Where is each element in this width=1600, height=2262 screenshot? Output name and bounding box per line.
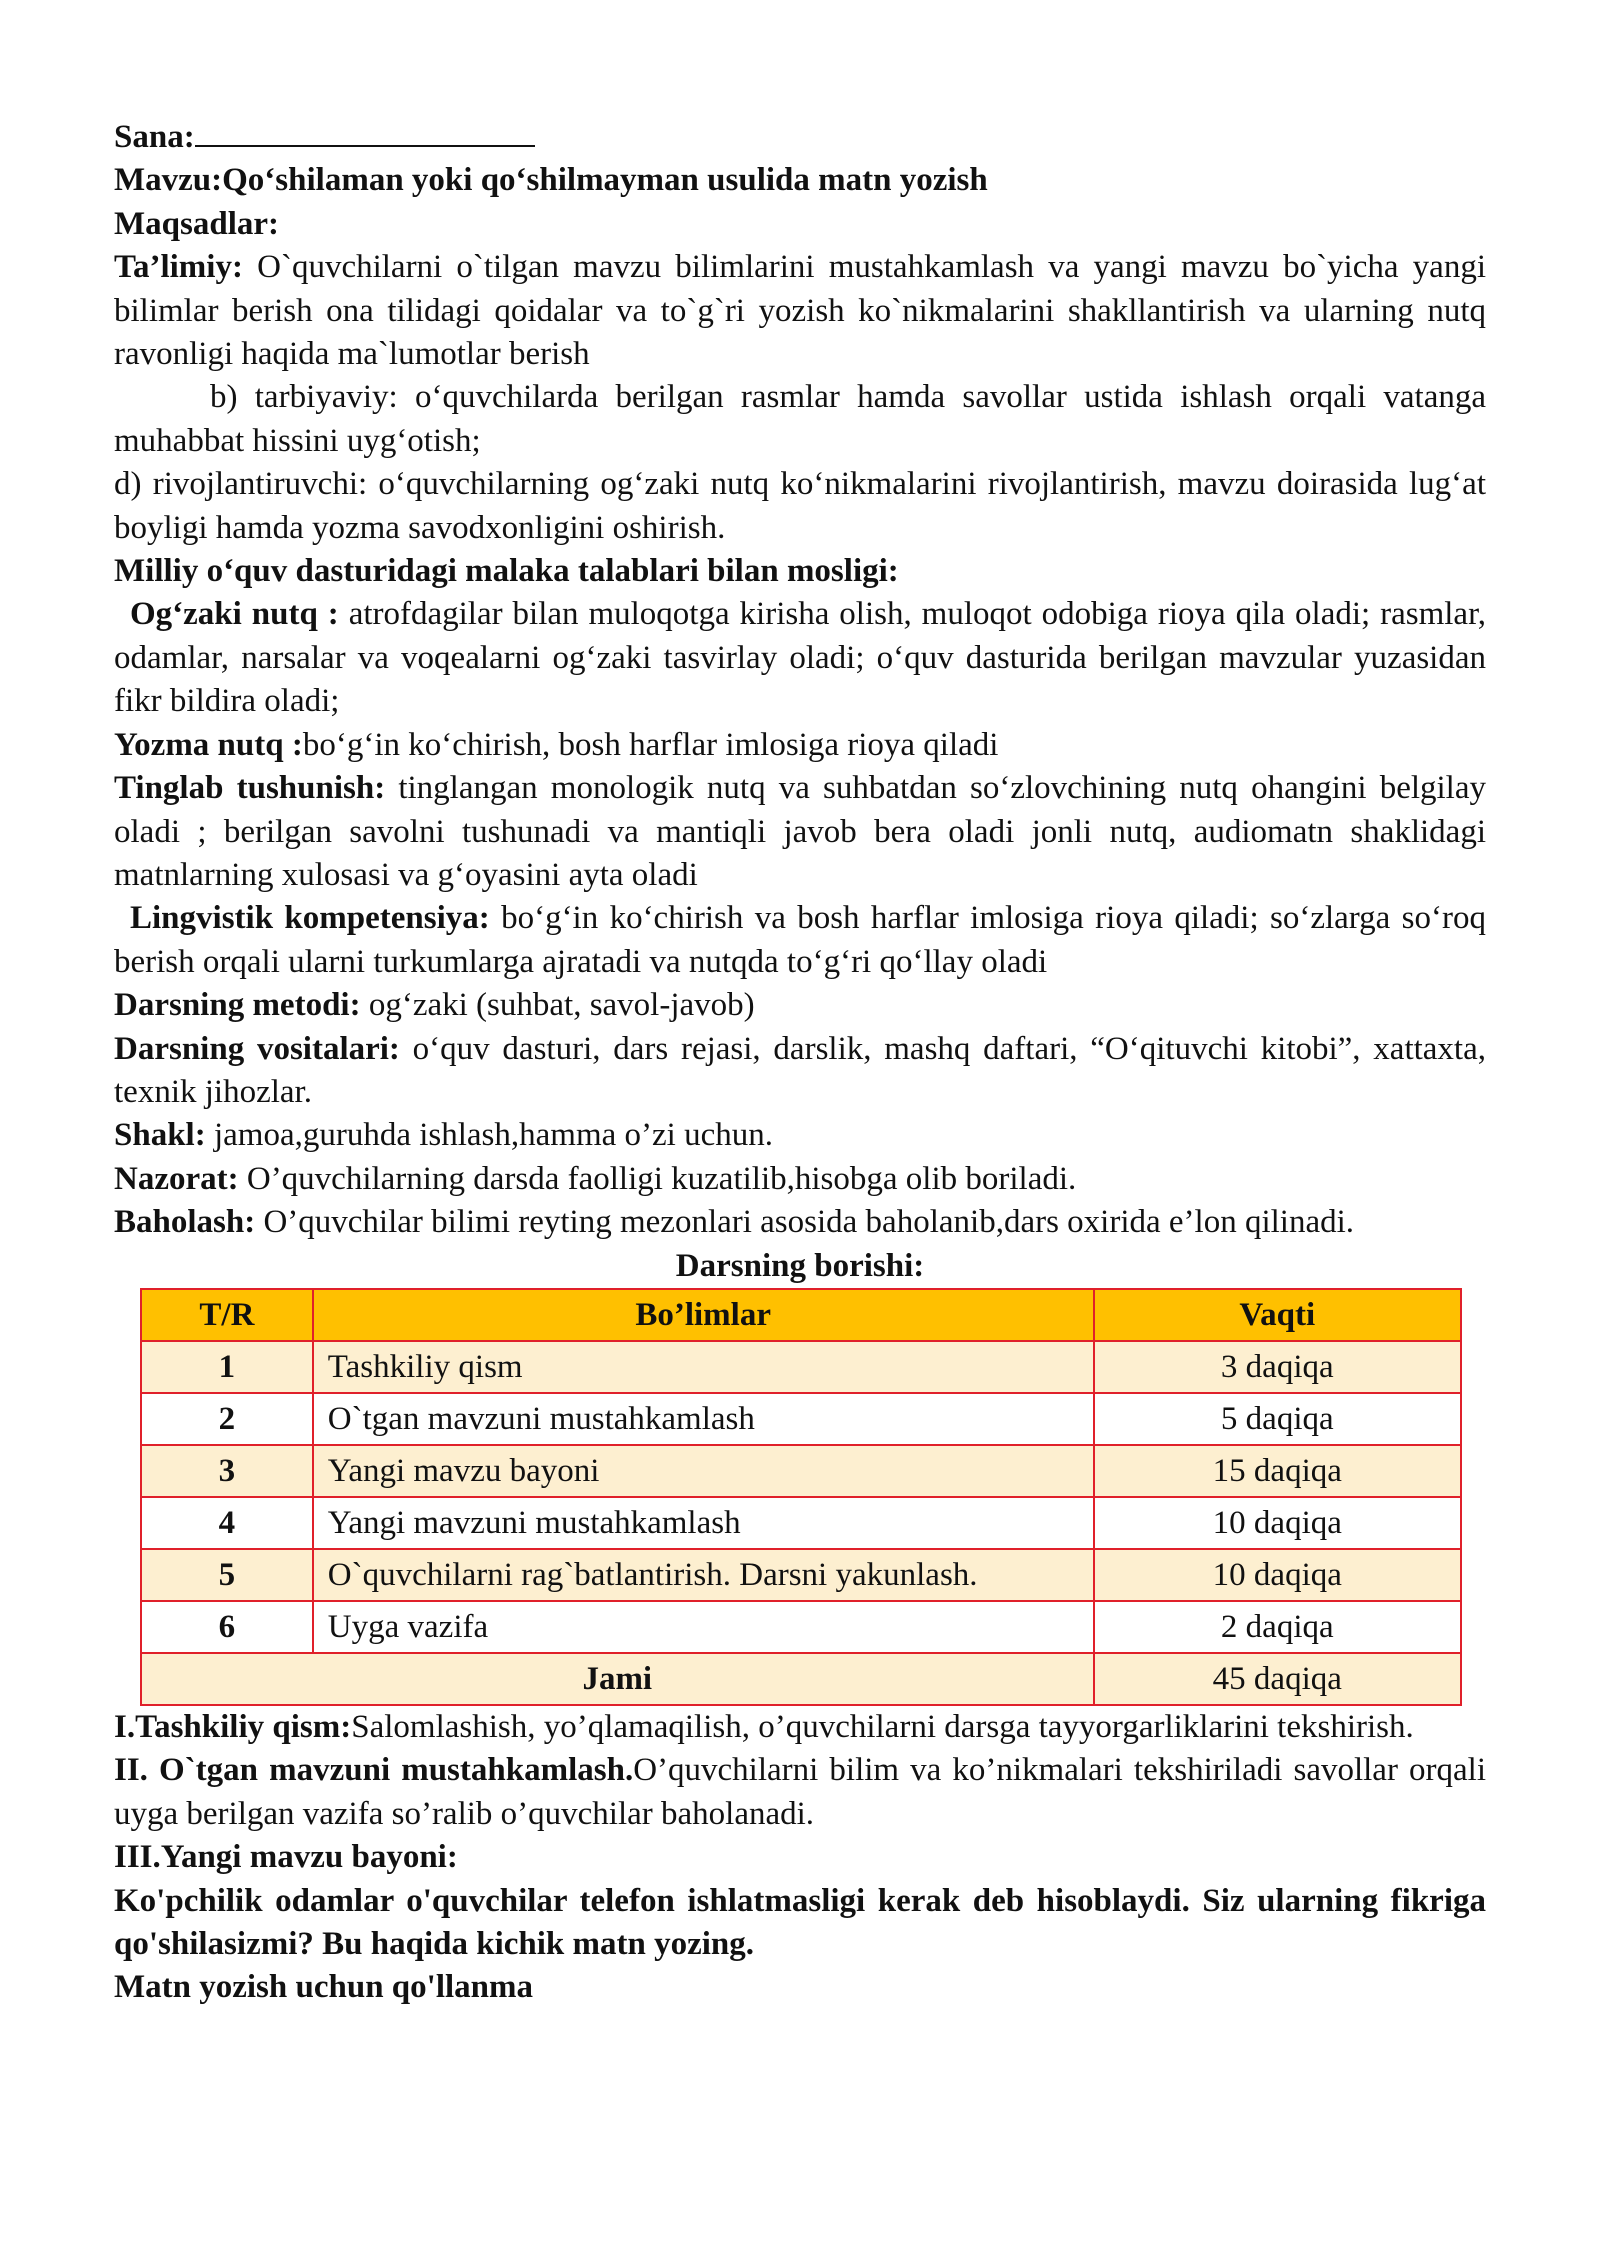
row-number: 1	[141, 1341, 313, 1393]
row-section: Uyga vazifa	[313, 1601, 1094, 1653]
row-number: 5	[141, 1549, 313, 1601]
date-line	[114, 116, 1486, 159]
linguistic-competence-text: bo‘g‘in ko‘chirish va bosh harflar imlosiga rioya qiladi; so‘zlarga so‘roq berish orqali ularni turkumlarga ajratadi va nutqda to‘g‘ri qo‘llay oladi	[114, 900, 1486, 980]
table-header-row	[141, 1289, 1461, 1341]
lesson-tools-text: o‘quv dasturi, dars rejasi, darslik, mashq daftari, “O‘qituvchi kitobi”, xattaxta, texnik jihozlar.	[114, 1030, 1486, 1110]
writing-prompt: Ko'pchilik odamlar o'quvchilar telefon ishlatmasligi kerak deb hisoblaydi. Siz ularning fikriga qo'shilasizmi? Bu haqida kichik matn yozing.	[114, 1882, 1486, 1962]
row-number: 2	[141, 1393, 313, 1445]
section-new-topic-heading: III.Yangi mavzu bayoni:	[114, 1839, 458, 1876]
row-time: 10 daqiqa	[1094, 1549, 1461, 1601]
lesson-plan-table	[140, 1288, 1462, 1706]
total-label: Jami	[141, 1653, 1094, 1705]
table-total-row	[141, 1653, 1461, 1705]
assessment-text: O’quvchilar bilimi reyting mezonlari asosida baholanib,dars oxirida e’lon qilinadi.	[255, 1204, 1355, 1241]
curriculum-heading: Milliy o‘quv dasturidagi malaka talablari bilan mosligi:	[114, 553, 899, 590]
lesson-control	[114, 1158, 1486, 1201]
header-time: Vaqti	[1094, 1289, 1461, 1341]
row-section: Yangi mavzu bayoni	[313, 1445, 1094, 1497]
row-time: 5 daqiqa	[1094, 1393, 1461, 1445]
lesson-flow-heading: Darsning borishi:	[675, 1247, 925, 1284]
row-section: O`tgan mavzuni mustahkamlash	[313, 1393, 1094, 1445]
total-time: 45 daqiqa	[1094, 1653, 1461, 1705]
linguistic-competence	[114, 897, 1486, 984]
topic-label: Mavzu:	[114, 162, 223, 199]
linguistic-competence-label: Lingvistik kompetensiya:	[130, 900, 490, 937]
written-speech	[114, 724, 1486, 767]
oral-speech	[114, 593, 1486, 723]
section-organizational-label: I.Tashkiliy qism:	[114, 1708, 352, 1745]
assessment-label: Baholash:	[114, 1204, 256, 1241]
row-time: 2 daqiqa	[1094, 1601, 1461, 1653]
writing-guide-heading: Matn yozish uchun qo'llanma	[114, 1969, 534, 2006]
row-section: Yangi mavzuni mustahkamlash	[313, 1497, 1094, 1549]
educational-goal-text: O`quvchilarni o`tilgan mavzu bilimlarini mustahkamlash va yangi mavzu bo`yicha yangi bilimlar berish ona tilidagi qoidalar va to`g`ri yozish ko`nikmalarini shakllantirish va ularning nutq ravonligi haqida ma`lumotlar berish	[114, 249, 1486, 373]
topic-line	[114, 159, 1486, 202]
section-organizational	[114, 1706, 1486, 1749]
date-label: Sana:	[114, 119, 195, 155]
row-section: Tashkiliy qism	[313, 1341, 1094, 1393]
table-row	[141, 1445, 1461, 1497]
listening-label: Tinglab tushunish:	[114, 770, 386, 807]
oral-speech-text: atrofdagilar bilan muloqotga kirisha olish, muloqot odobiga rioya qila oladi; rasmlar, odamlar, narsalar va voqealarni og‘zaki tasvirlay oladi; o‘quv dasturida berilgan mavzular yuzasidan fikr bildira oladi;	[114, 596, 1486, 720]
lesson-control-label: Nazorat:	[114, 1160, 239, 1197]
lesson-method-text: og‘zaki (suhbat, savol-javob)	[360, 987, 755, 1024]
lesson-control-text: O’quvchilarning darsda faolligi kuzatilib,hisobga olib boriladi.	[238, 1160, 1077, 1197]
assessment	[114, 1201, 1486, 1244]
row-time: 15 daqiqa	[1094, 1445, 1461, 1497]
table-row	[141, 1341, 1461, 1393]
listening-text: tinglangan monologik nutq va suhbatdan so‘zlovchining nutq ohangini belgilay oladi ; berilgan savolni tushunadi va mantiqli javob bera oladi jonli nutq, audiomatn shaklidagi matnlarning xulosasi va g‘oyasini ayta oladi	[114, 770, 1486, 893]
section-review-text: O’quvchilarni bilim va ko’nikmalari tekshiriladi savollar orqali uyga berilgan vazifa so’ralib o’quvchilar baholanadi.	[114, 1752, 1487, 1832]
lesson-tools-label: Darsning vositalari:	[114, 1030, 400, 1067]
lesson-tools	[114, 1028, 1486, 1115]
document-page	[114, 116, 1486, 2010]
lesson-form	[114, 1114, 1486, 1157]
topic-text: Qo‘shilaman yoki qo‘shilmayman usulida matn yozish	[222, 162, 988, 199]
table-row	[141, 1497, 1461, 1549]
header-sections: Bo’limlar	[313, 1289, 1094, 1341]
section-organizational-text: Salomlashish, yo’qlamaqilish, o’quvchilarni darsga tayyorgarliklarini tekshirish.	[351, 1708, 1414, 1745]
header-number: T/R	[141, 1289, 313, 1341]
date-blank-underline	[195, 117, 535, 147]
table-row	[141, 1549, 1461, 1601]
row-time: 3 daqiqa	[1094, 1341, 1461, 1393]
row-number: 6	[141, 1601, 313, 1653]
upbringing-goal: b) tarbiyaviy: o‘quvchilarda berilgan rasmlar hamda savollar ustida ishlash orqali vatanga muhabbat hissini uyg‘otish;	[114, 379, 1486, 459]
written-speech-label: Yozma nutq :	[114, 726, 303, 763]
lesson-form-text: jamoa,guruhda ishlash,hamma o’zi uchun.	[205, 1117, 773, 1154]
written-speech-text: bo‘g‘in ko‘chirish, bosh harflar imlosiga rioya qiladi	[302, 726, 999, 763]
table-row	[141, 1393, 1461, 1445]
table-row	[141, 1601, 1461, 1653]
educational-goal	[114, 246, 1486, 376]
row-time: 10 daqiqa	[1094, 1497, 1461, 1549]
section-review	[114, 1749, 1486, 1836]
lesson-method	[114, 984, 1486, 1027]
lesson-method-label: Darsning metodi:	[114, 987, 361, 1024]
developmental-goal: d) rivojlantiruvchi: o‘quvchilarning og‘zaki nutq ko‘nikmalarini rivojlantirish, mavzu doirasida lug‘at boyligi hamda yozma savodxonligini oshirish.	[114, 466, 1486, 546]
row-section: O`quvchilarni rag`batlantirish. Darsni yakunlash.	[313, 1549, 1094, 1601]
goals-heading: Maqsadlar:	[114, 205, 279, 242]
row-number: 4	[141, 1497, 313, 1549]
lesson-form-label: Shakl:	[114, 1117, 206, 1154]
educational-goal-label: Ta’limiy:	[114, 249, 243, 286]
listening	[114, 767, 1486, 897]
section-review-label: II. O`tgan mavzuni mustahkamlash.	[114, 1752, 634, 1789]
row-number: 3	[141, 1445, 313, 1497]
oral-speech-label: Og‘zaki nutq :	[130, 596, 339, 633]
